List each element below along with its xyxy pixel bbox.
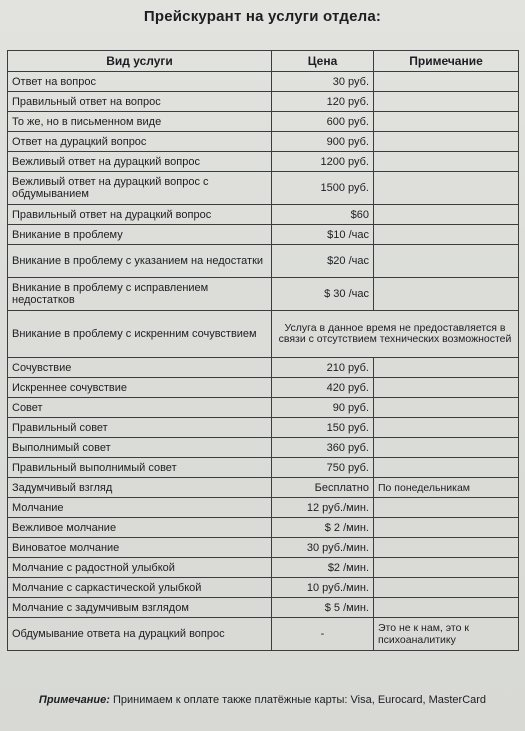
note-cell: По понедельникам bbox=[374, 478, 519, 498]
footnote-text: Принимаем к оплате также платёжные карты: Visa, Eurocard, MasterCard bbox=[113, 694, 487, 706]
service-cell: Правильный совет bbox=[8, 418, 272, 438]
service-cell: Молчание с радостной улыбкой bbox=[8, 558, 272, 578]
column-header-price: Цена bbox=[272, 51, 374, 72]
price-table bbox=[7, 50, 519, 651]
note-cell bbox=[374, 358, 519, 378]
note-cell bbox=[374, 112, 519, 132]
table-row bbox=[8, 598, 519, 618]
price-cell: 150 руб. bbox=[272, 418, 374, 438]
price-cell: $60 bbox=[272, 205, 374, 225]
service-cell: Сочувствие bbox=[8, 358, 272, 378]
table-row bbox=[8, 245, 519, 278]
table-row bbox=[8, 378, 519, 398]
table-row bbox=[8, 498, 519, 518]
table-row bbox=[8, 172, 519, 205]
table-row bbox=[8, 518, 519, 538]
price-cell: $ 30 /час bbox=[272, 278, 374, 311]
price-cell: - bbox=[272, 618, 374, 651]
table-row bbox=[8, 152, 519, 172]
table-row bbox=[8, 538, 519, 558]
table-row bbox=[8, 558, 519, 578]
page-title: Прейскурант на услуги отдела: bbox=[143, 8, 382, 25]
note-cell bbox=[374, 378, 519, 398]
service-cell: Вежливый ответ на дурацкий вопрос с обдумыванием bbox=[8, 172, 272, 205]
service-cell: Правильный ответ на дурацкий вопрос bbox=[8, 205, 272, 225]
note-cell bbox=[374, 498, 519, 518]
table-row bbox=[8, 618, 519, 651]
service-cell: Совет bbox=[8, 398, 272, 418]
price-cell: $2 /мин. bbox=[272, 558, 374, 578]
price-cell: 12 руб./мин. bbox=[272, 498, 374, 518]
note-cell bbox=[374, 225, 519, 245]
table-row bbox=[8, 398, 519, 418]
table-row bbox=[8, 578, 519, 598]
price-cell: 90 руб. bbox=[272, 398, 374, 418]
service-cell: Молчание с саркастической улыбкой bbox=[8, 578, 272, 598]
note-cell bbox=[374, 132, 519, 152]
price-cell: 10 руб./мин. bbox=[272, 578, 374, 598]
table-row bbox=[8, 438, 519, 458]
note-cell bbox=[374, 152, 519, 172]
service-cell: То же, но в письменном виде bbox=[8, 112, 272, 132]
price-cell: 30 руб./мин. bbox=[272, 538, 374, 558]
note-cell bbox=[374, 205, 519, 225]
table-header-row bbox=[8, 51, 519, 72]
table-row bbox=[8, 278, 519, 311]
price-cell: 30 руб. bbox=[272, 72, 374, 92]
service-cell: Вникание в проблему bbox=[8, 225, 272, 245]
note-cell bbox=[374, 578, 519, 598]
note-cell bbox=[374, 438, 519, 458]
price-cell: 420 руб. bbox=[272, 378, 374, 398]
unavailable-notice: Услуга в данное время не предоставляется в связи с отсутствием технических возможностей bbox=[272, 311, 519, 358]
service-cell: Вникание в проблему с искренним сочувствием bbox=[8, 311, 272, 358]
service-cell: Молчание с задумчивым взглядом bbox=[8, 598, 272, 618]
service-cell: Вежливое молчание bbox=[8, 518, 272, 538]
note-cell: Это не к нам, это к психоаналитику bbox=[374, 618, 519, 651]
service-cell: Вникание в проблему с указанием на недостатки bbox=[8, 245, 272, 278]
service-cell: Ответ на дурацкий вопрос bbox=[8, 132, 272, 152]
note-cell bbox=[374, 278, 519, 311]
price-cell: 1500 руб. bbox=[272, 172, 374, 205]
service-cell: Вежливый ответ на дурацкий вопрос bbox=[8, 152, 272, 172]
note-cell bbox=[374, 398, 519, 418]
service-cell: Виноватое молчание bbox=[8, 538, 272, 558]
service-cell: Выполнимый совет bbox=[8, 438, 272, 458]
table-row bbox=[8, 478, 519, 498]
price-cell: 600 руб. bbox=[272, 112, 374, 132]
note-cell bbox=[374, 92, 519, 112]
note-cell bbox=[374, 245, 519, 278]
service-cell: Правильный выполнимый совет bbox=[8, 458, 272, 478]
note-cell bbox=[374, 72, 519, 92]
price-cell: 1200 руб. bbox=[272, 152, 374, 172]
service-cell: Правильный ответ на вопрос bbox=[8, 92, 272, 112]
service-cell: Задумчивый взгляд bbox=[8, 478, 272, 498]
footnote-label: Примечание: bbox=[38, 694, 110, 706]
service-cell: Молчание bbox=[8, 498, 272, 518]
table-row bbox=[8, 418, 519, 438]
table-row bbox=[8, 225, 519, 245]
note-cell bbox=[374, 518, 519, 538]
note-cell bbox=[374, 172, 519, 205]
price-cell: $20 /час bbox=[272, 245, 374, 278]
table-row bbox=[8, 358, 519, 378]
table-row bbox=[8, 311, 519, 358]
table-row bbox=[8, 205, 519, 225]
service-cell: Ответ на вопрос bbox=[8, 72, 272, 92]
price-cell: 900 руб. bbox=[272, 132, 374, 152]
price-cell: 120 руб. bbox=[272, 92, 374, 112]
service-cell: Искреннее сочувствие bbox=[8, 378, 272, 398]
price-cell: 750 руб. bbox=[272, 458, 374, 478]
note-cell bbox=[374, 598, 519, 618]
column-header-service: Вид услуги bbox=[8, 51, 272, 72]
note-cell bbox=[374, 558, 519, 578]
table-row bbox=[8, 72, 519, 92]
price-cell: 360 руб. bbox=[272, 438, 374, 458]
price-cell: Бесплатно bbox=[272, 478, 374, 498]
column-header-note: Примечание bbox=[374, 51, 519, 72]
price-cell: $ 5 /мин. bbox=[272, 598, 374, 618]
note-cell bbox=[374, 458, 519, 478]
table-row bbox=[8, 92, 519, 112]
price-cell: $ 2 /мин. bbox=[272, 518, 374, 538]
service-cell: Обдумывание ответа на дурацкий вопрос bbox=[8, 618, 272, 651]
table-row bbox=[8, 132, 519, 152]
price-cell: $10 /час bbox=[272, 225, 374, 245]
service-cell: Вникание в проблему с исправлением недостатков bbox=[8, 278, 272, 311]
note-cell bbox=[374, 418, 519, 438]
footnote bbox=[0, 694, 525, 706]
table-row bbox=[8, 458, 519, 478]
price-cell: 210 руб. bbox=[272, 358, 374, 378]
note-cell bbox=[374, 538, 519, 558]
table-row bbox=[8, 112, 519, 132]
